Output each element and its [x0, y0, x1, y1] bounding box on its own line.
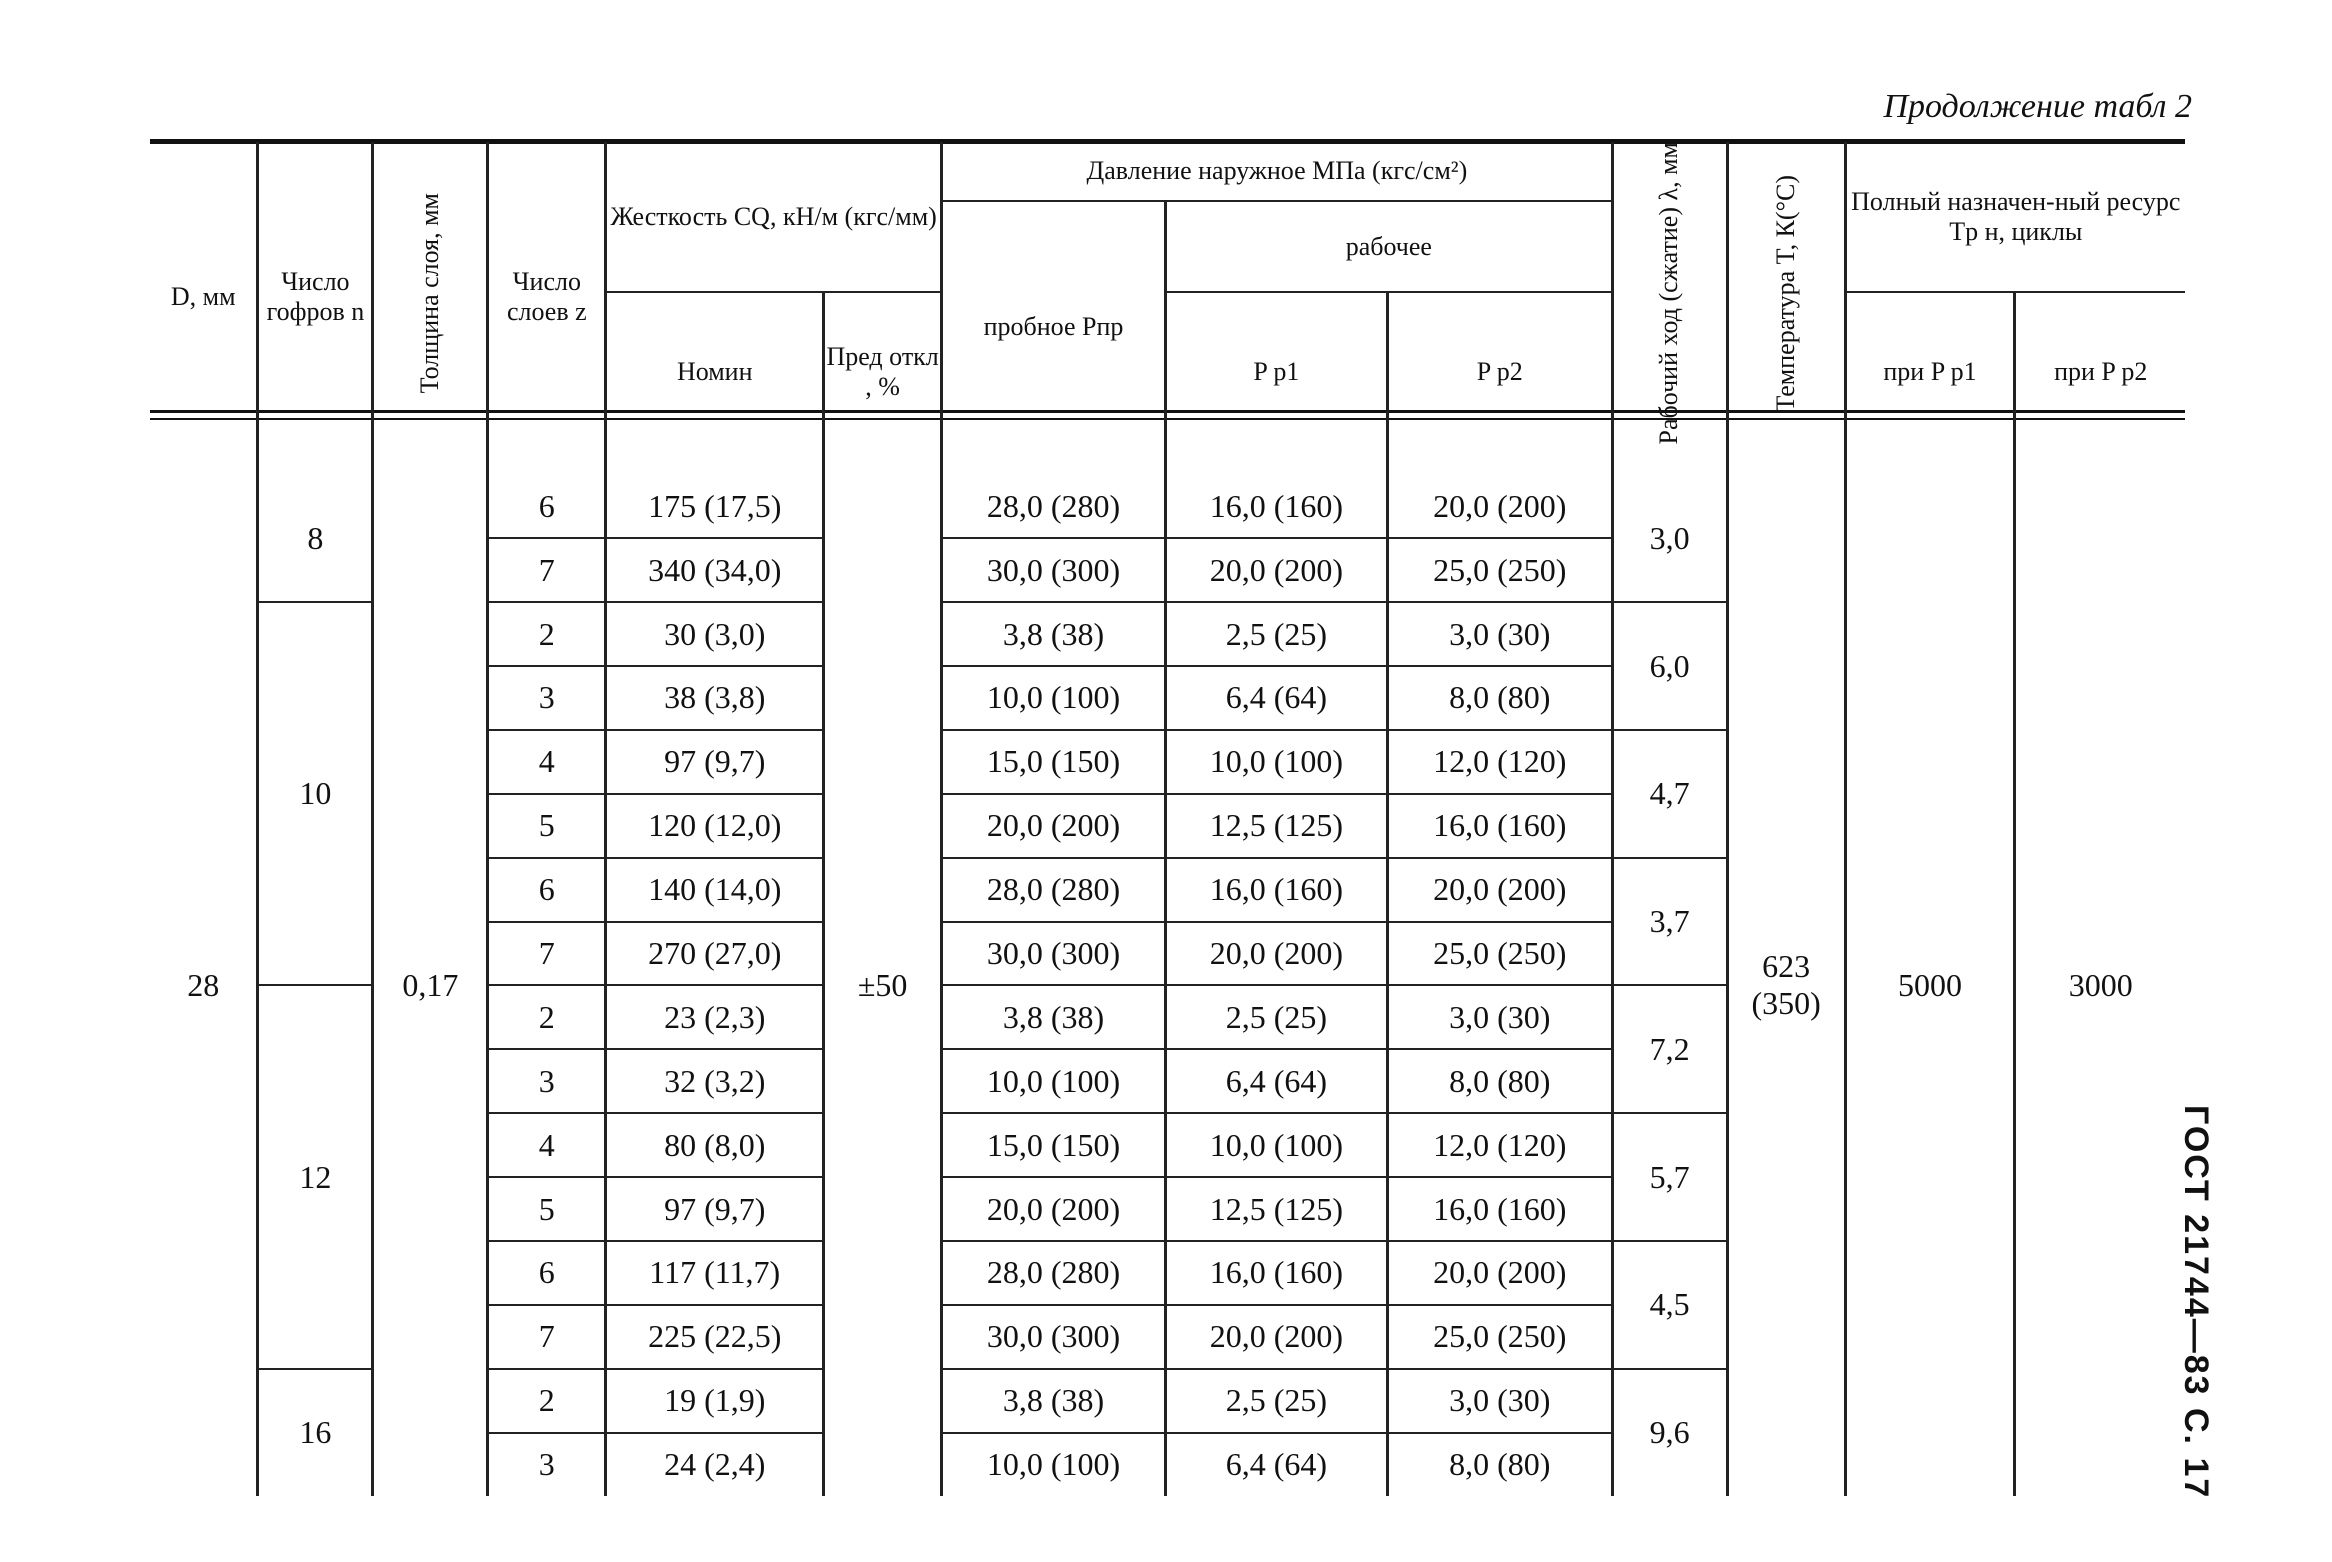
cell-p2: 25,0 (250) — [1387, 538, 1612, 602]
cell-z: 3 — [488, 1433, 606, 1496]
cell-test: 30,0 (300) — [942, 1305, 1166, 1369]
cell-stroke: 3,7 — [1612, 858, 1727, 986]
cell-nominal: 38 (3,8) — [606, 666, 824, 730]
cell-test: 30,0 (300) — [942, 538, 1166, 602]
cell-p1: 16,0 (160) — [1165, 858, 1387, 922]
cell-test: 20,0 (200) — [942, 1177, 1166, 1241]
cell-stroke: 4,5 — [1612, 1241, 1727, 1369]
header-z: Число слоев z — [488, 142, 606, 451]
cell-nominal: 175 (17,5) — [606, 451, 824, 538]
cell-stroke: 6,0 — [1612, 602, 1727, 730]
bellows-table — [150, 142, 2185, 1496]
cell-nominal: 23 (2,3) — [606, 985, 824, 1049]
header-res-p1: при P p1 — [1845, 292, 2015, 451]
cell-test: 10,0 (100) — [942, 1433, 1166, 1496]
cell-p1: 20,0 (200) — [1165, 1305, 1387, 1369]
header-res-p2: при P p2 — [2054, 357, 2148, 387]
cell-res-p2: 3000 — [2068, 966, 2133, 1003]
table-row — [150, 451, 2185, 538]
cell-nominal: 32 (3,2) — [606, 1049, 824, 1113]
cell-test: 28,0 (280) — [942, 451, 1166, 538]
cell-nominal: 97 (9,7) — [606, 1177, 824, 1241]
cell-p1: 2,5 (25) — [1165, 602, 1387, 666]
cell-z: 6 — [488, 858, 606, 922]
cell-n: 8 — [258, 451, 373, 602]
header-resource: Полный назначен-ный ресурс Tр н, циклы — [1845, 142, 2185, 292]
cell-p1: 10,0 (100) — [1165, 730, 1387, 794]
cell-n: 12 — [258, 985, 373, 1368]
cell-p2: 20,0 (200) — [1387, 858, 1612, 922]
cell-z: 4 — [488, 1113, 606, 1177]
cell-n: 16 — [258, 1369, 373, 1496]
header-pressure: Давление наружное МПа (кгс/см²) — [942, 142, 1613, 201]
cell-z: 7 — [488, 538, 606, 602]
cell-thickness: 0,17 — [373, 451, 488, 1495]
cell-z: 6 — [488, 451, 606, 538]
header-p1: P p1 — [1165, 292, 1387, 451]
header-d: D, мм — [150, 142, 258, 451]
cell-nominal: 120 (12,0) — [606, 794, 824, 858]
cell-p2: 20,0 (200) — [1387, 1241, 1612, 1305]
cell-p2: 8,0 (80) — [1387, 1433, 1612, 1496]
cell-test: 3,8 (38) — [942, 985, 1166, 1049]
cell-p1: 6,4 (64) — [1165, 1433, 1387, 1496]
cell-res-p1: 5000 — [1845, 451, 2015, 1495]
cell-p1: 20,0 (200) — [1165, 538, 1387, 602]
cell-nominal: 270 (27,0) — [606, 922, 824, 986]
header-n: Число гофров n — [258, 142, 373, 451]
cell-p2: 8,0 (80) — [1387, 1049, 1612, 1113]
header-stroke — [1612, 142, 1727, 451]
cell-z: 5 — [488, 794, 606, 858]
cell-nominal: 340 (34,0) — [606, 538, 824, 602]
cell-stroke: 9,6 — [1612, 1369, 1727, 1496]
cell-z: 7 — [488, 922, 606, 986]
cell-z: 6 — [488, 1241, 606, 1305]
cell-z: 2 — [488, 602, 606, 666]
cell-stroke: 4,7 — [1612, 730, 1727, 858]
cell-p1: 12,5 (125) — [1165, 1177, 1387, 1241]
cell-test: 10,0 (100) — [942, 666, 1166, 730]
cell-p2: 3,0 (30) — [1387, 602, 1612, 666]
cell-p2: 12,0 (120) — [1387, 730, 1612, 794]
cell-test: 28,0 (280) — [942, 858, 1166, 922]
cell-test: 20,0 (200) — [942, 794, 1166, 858]
cell-p2: 20,0 (200) — [1387, 451, 1612, 538]
cell-p1: 6,4 (64) — [1165, 1049, 1387, 1113]
cell-test: 15,0 (150) — [942, 1113, 1166, 1177]
cell-p2: 3,0 (30) — [1387, 1369, 1612, 1433]
cell-z: 4 — [488, 730, 606, 794]
cell-stroke: 7,2 — [1612, 985, 1727, 1113]
cell-p2: 8,0 (80) — [1387, 666, 1612, 730]
cell-stroke: 3,0 — [1612, 451, 1727, 602]
header-nominal: Номин — [606, 292, 824, 451]
cell-test: 10,0 (100) — [942, 1049, 1166, 1113]
header-deviation: Пред откл , % — [824, 292, 942, 451]
cell-p2: 16,0 (160) — [1387, 1177, 1612, 1241]
header-thickness-text: Толщина слоя, мм — [415, 193, 445, 394]
header-stroke-text: Рабочий ход (сжатие) λ, мм — [1654, 142, 1684, 445]
cell-z: 2 — [488, 985, 606, 1049]
cell-p2: 12,0 (120) — [1387, 1113, 1612, 1177]
cell-nominal: 97 (9,7) — [606, 730, 824, 794]
cell-p1: 6,4 (64) — [1165, 666, 1387, 730]
cell-nominal: 117 (11,7) — [606, 1241, 824, 1305]
cell-nominal: 80 (8,0) — [606, 1113, 824, 1177]
cell-test: 15,0 (150) — [942, 730, 1166, 794]
cell-nominal: 24 (2,4) — [606, 1433, 824, 1496]
cell-p2: 25,0 (250) — [1387, 922, 1612, 986]
cell-p1: 2,5 (25) — [1165, 1369, 1387, 1433]
cell-d: 28 — [150, 451, 258, 1495]
cell-nominal: 30 (3,0) — [606, 602, 824, 666]
page-side-label: ГОСТ 21744—83 С. 17 — [2177, 1105, 2215, 1500]
header-test: пробное Pпр — [942, 201, 1166, 451]
cell-z: 7 — [488, 1305, 606, 1369]
cell-test: 28,0 (280) — [942, 1241, 1166, 1305]
cell-test: 3,8 (38) — [942, 602, 1166, 666]
cell-temp: 623 (350) — [1727, 451, 1845, 1495]
table-caption: Продолжение табл 2 — [1883, 88, 2192, 125]
cell-n: 10 — [258, 602, 373, 985]
cell-p1: 12,5 (125) — [1165, 794, 1387, 858]
cell-z: 2 — [488, 1369, 606, 1433]
cell-p1: 16,0 (160) — [1165, 451, 1387, 538]
cell-test: 3,8 (38) — [942, 1369, 1166, 1433]
cell-p1: 16,0 (160) — [1165, 1241, 1387, 1305]
cell-z: 3 — [488, 1049, 606, 1113]
header-temp-text: Температура T, К(°С) — [1770, 174, 1800, 412]
cell-p2: 25,0 (250) — [1387, 1305, 1612, 1369]
cell-test: 30,0 (300) — [942, 922, 1166, 986]
cell-p2: 16,0 (160) — [1387, 794, 1612, 858]
header-stiffness: Жесткость CQ, кН/м (кгс/мм) — [606, 142, 942, 292]
cell-z: 5 — [488, 1177, 606, 1241]
cell-stroke: 5,7 — [1612, 1113, 1727, 1241]
cell-nominal: 140 (14,0) — [606, 858, 824, 922]
cell-p1: 20,0 (200) — [1165, 922, 1387, 986]
table-body — [150, 451, 2185, 1495]
cell-p1: 10,0 (100) — [1165, 1113, 1387, 1177]
cell-z: 3 — [488, 666, 606, 730]
header-thickness — [373, 142, 488, 451]
cell-p2: 3,0 (30) — [1387, 985, 1612, 1049]
header-working: рабочее — [1165, 201, 1612, 292]
cell-deviation: ±50 — [824, 451, 942, 1495]
header-temp — [1727, 142, 1845, 451]
cell-nominal: 225 (22,5) — [606, 1305, 824, 1369]
cell-p1: 2,5 (25) — [1165, 985, 1387, 1049]
header-p2: P p2 — [1387, 292, 1612, 451]
cell-nominal: 19 (1,9) — [606, 1369, 824, 1433]
